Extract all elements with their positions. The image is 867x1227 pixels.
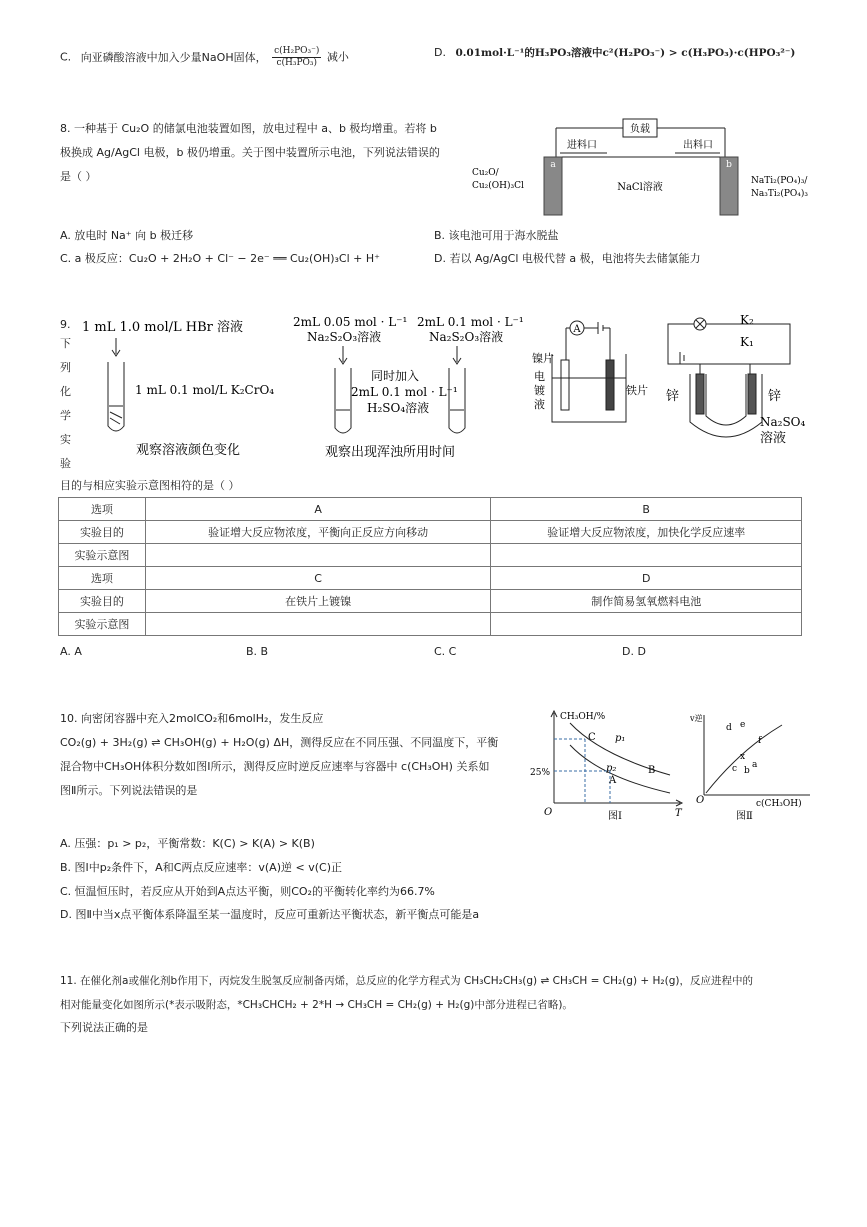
right-electrode-label-1: NaTi₂(PO₄)₃/: [751, 176, 808, 186]
right-electrode-label-2: Na₃Ti₂(PO₄)₃: [751, 189, 809, 199]
q8-option-a: A. 放电时 Na⁺ 向 b 极迁移: [60, 229, 194, 242]
q9-figure-3: [530, 318, 660, 433]
q7-option-d-text: 0.01mol·L⁻¹的H₃PO₃溶液中c²(H₂PO₃⁻) > c(H₃PO₃)·c(HPO₃²⁻): [455, 47, 796, 59]
k1-label: K₁: [740, 335, 754, 349]
q8-option-c: C. a 极反应：Cu₂O + 2H₂O + Cl⁻ − 2e⁻ ══ Cu₂(OH)₃Cl + H⁺: [60, 252, 380, 265]
origin-label: O: [544, 807, 553, 818]
fig3-right-label: 铁片: [626, 384, 648, 397]
fig4-right-label: 锌: [768, 389, 782, 404]
table-cell: 验证增大反应物浓度，加快化学反应速率: [491, 521, 802, 544]
table-row: [59, 613, 802, 636]
q9-options-table: [58, 497, 802, 636]
fig2-right-top-1: 2mL 0.1 mol · L⁻¹: [417, 315, 524, 329]
fig-2-ylabel: v逆: [690, 714, 703, 723]
left-electrode-label-1: Cu₂O/: [472, 168, 499, 178]
point-a-label: A: [609, 775, 617, 786]
table-cell: 选项: [59, 498, 146, 521]
origin-label: O: [696, 795, 705, 806]
ammeter-label: A: [573, 324, 581, 335]
q7-option-d-label: D.: [434, 46, 446, 59]
fig-1-ylabel: CH₃OH/%: [560, 712, 606, 722]
fig-2-xlabel: c(CH₃OH): [756, 799, 802, 809]
outlet-label: 出料口: [683, 140, 713, 151]
table-cell: 实验目的: [59, 590, 146, 613]
fig2-mid-3: H₂SO₄溶液: [367, 401, 430, 415]
circuit-outline: [668, 324, 790, 364]
point-d: d: [726, 723, 732, 733]
q8-stem-line2: 极换成 Ag/AgCl 电极，b 极仍增重。关于图中装置所示电池，下列说法错误的: [60, 146, 440, 159]
fig3-label-1: 镍片: [532, 352, 554, 365]
k2-label: K₂: [740, 313, 754, 327]
q9-number: 9.: [60, 318, 71, 331]
fig2-caption: 观察出现浑浊所用时间: [325, 445, 456, 460]
point-b: b: [744, 766, 750, 776]
p2-label: p₂: [606, 763, 617, 774]
q10-stem-line2: CO₂(g) + 3H₂(g) ⇌ CH₃OH(g) + H₂O(g) ΔH，测得反应在不同压强、不同温度下，平衡: [60, 736, 499, 749]
left-electrode-label-2: Cu₂(OH)₃Cl: [472, 181, 524, 191]
table-cell: [145, 544, 491, 567]
fig4-left-label: 锌: [666, 389, 680, 404]
q10-option-b: B. 图Ⅰ中p₂条件下，A和C两点反应速率：v(A)逆 < v(C)正: [60, 861, 342, 874]
table-cell: 实验目的: [59, 521, 146, 544]
zinc-right: [748, 374, 756, 414]
q9-figure-2: [285, 312, 525, 464]
table-cell: 验证增大反应物浓度，平衡向正反应方向移动: [145, 521, 491, 544]
fig-2-caption: 图Ⅱ: [736, 811, 753, 822]
fig-1-caption: 图Ⅰ: [608, 811, 622, 822]
q8-option-d: D. 若以 Ag/AgCl 电极代替 a 极，电池将失去储氯能力: [434, 252, 701, 265]
fig1-side-label: 1 mL 0.1 mol/L K₂CrO₄: [135, 383, 275, 397]
fig2-mid-2: 2mL 0.1 mol · L⁻¹: [351, 385, 458, 399]
q8-stem-line1: 8. 一种基于 Cu₂O 的储氯电池装置如图，放电过程中 a、b 极均增重。若将 b: [60, 122, 437, 135]
fig3-label-4: 液: [534, 398, 545, 411]
fraction-numerator: c(H₂PO₃⁻): [274, 46, 320, 56]
point-e: e: [740, 720, 746, 730]
q10-stem-line1: 10. 向密闭容器中充入2molCO₂和6molH₂，发生反应: [60, 712, 324, 725]
q9-vertical-char: 下: [60, 337, 71, 350]
q7-option-c-suffix: 减小: [326, 50, 349, 64]
table-cell: 在铁片上镀镍: [145, 590, 491, 613]
fig2-mid-1: 同时加入: [371, 369, 420, 383]
fig2-left-top-2: Na₂S₂O₃溶液: [307, 330, 382, 344]
q9-vertical-char: 列: [60, 361, 71, 374]
table-row: [59, 498, 802, 521]
q7-option-c-label: C.: [60, 50, 72, 64]
right-test-tube: [449, 368, 465, 433]
q9-stem-end: 目的与相应实验示意图相符的是（ ）: [60, 479, 240, 492]
load-label: 负载: [630, 124, 650, 135]
q8-battery-figure: [470, 115, 815, 220]
table-cell: A: [145, 498, 491, 521]
zinc-left: [696, 374, 704, 414]
iron-plate: [606, 360, 614, 410]
q9-vertical-char: 学: [60, 409, 71, 422]
q10-stem-line3: 混合物中CH₃OH体积分数如图Ⅰ所示，测得反应时逆反应速率与容器中 c(CH₃OH) 关系如: [60, 760, 490, 773]
point-b-label: B: [648, 765, 656, 776]
table-row: [59, 544, 802, 567]
q10-option-d: D. 图Ⅱ中当x点平衡体系降温至某一温度时，反应可重新达平衡状态，新平衡点可能是a: [60, 908, 480, 921]
fig2-left-top-1: 2mL 0.05 mol · L⁻¹: [293, 315, 408, 329]
q9-vertical-char: 验: [60, 457, 71, 470]
q10-figure-1: [530, 705, 695, 823]
table-cell: [491, 613, 802, 636]
q10-figure-2: [690, 705, 820, 823]
q9-vertical-stem: [60, 332, 71, 476]
q9-vertical-char: 实: [60, 433, 71, 446]
q11-stem-line1: 11. 在催化剂a或催化剂b作用下，丙烷发生脱氢反应制备丙烯，总反应的化学方程式为 CH₃CH₂CH₃(g) ⇌ CH₃CH = CH₂(g) + H₂(g)，反应进程中的: [60, 975, 753, 987]
electrode-a-label: a: [550, 160, 556, 170]
fig3-label-3: 镀: [534, 384, 545, 397]
table-cell: C: [145, 567, 491, 590]
q8-option-b: B. 该电池可用于海水脱盐: [434, 229, 559, 242]
q9-option-c: C. C: [434, 645, 457, 658]
test-tube: [108, 362, 124, 431]
q7-option-c-fraction: [272, 46, 321, 69]
q11-stem-line3: 下列说法正确的是: [60, 1021, 148, 1034]
table-row: [59, 590, 802, 613]
table-cell: [145, 613, 491, 636]
q9-option-a: A. A: [60, 645, 82, 658]
point-x: x: [740, 752, 746, 762]
q10-option-a: A. 压强：p₁ > p₂，平衡常数：K(C) > K(A) > K(B): [60, 837, 315, 850]
nickel-plate: [561, 360, 569, 410]
fig3-label-2: 电: [534, 370, 545, 383]
q10-stem-line4: 图Ⅱ所示。下列说法错误的是: [60, 784, 198, 797]
q11-stem-line2: 相对能量变化如图所示(*表示吸附态，*CH₃CHCH₂ + 2*H → CH₃CH = CH₂(g) + H₂(g)中部分进程已省略)。: [60, 999, 573, 1011]
table-cell: 实验示意图: [59, 613, 146, 636]
table-cell: 实验示意图: [59, 544, 146, 567]
q9-vertical-char: 化: [60, 385, 71, 398]
electrode-b-label: b: [726, 160, 732, 170]
q9-option-d: D. D: [622, 645, 646, 658]
q7-option-c-text: 向亚磷酸溶液中加入少量NaOH固体，: [80, 50, 267, 64]
point-c-label: C: [588, 732, 596, 743]
point-f: f: [758, 736, 762, 746]
q9-option-b: B. B: [246, 645, 269, 658]
y-25-label: 25%: [530, 768, 551, 778]
table-cell: 制作简易氢氧燃料电池: [491, 590, 802, 613]
u-tube-inner: [706, 374, 746, 425]
fig4-solution-1: Na₂SO₄: [760, 415, 806, 429]
point-c: c: [732, 764, 738, 774]
table-cell: D: [491, 567, 802, 590]
table-row: [59, 567, 802, 590]
q9-figure-1: [80, 314, 280, 464]
q7-option-c: [60, 46, 349, 69]
fig1-top-label: 1 mL 1.0 mol/L HBr 溶液: [82, 320, 243, 335]
point-a: a: [752, 760, 758, 770]
x-axis-t-label: T: [675, 808, 682, 819]
fraction-denominator: c(H₃PO₃): [276, 58, 318, 68]
q8-stem-line3: 是（ ）: [60, 170, 97, 183]
table-cell: B: [491, 498, 802, 521]
q9-figure-4: [660, 312, 820, 452]
q10-option-c: C. 恒温恒压时，若反应从开始到A点达平衡，则CO₂的平衡转化率约为66.7%: [60, 885, 435, 898]
left-test-tube: [335, 368, 351, 433]
table-cell: [491, 544, 802, 567]
table-cell: 选项: [59, 567, 146, 590]
p1-label: p₁: [615, 733, 626, 744]
table-row: [59, 521, 802, 544]
q7-option-d: [434, 46, 795, 60]
fig4-solution-2: 溶液: [760, 431, 787, 446]
fig2-right-top-2: Na₂S₂O₃溶液: [429, 330, 504, 344]
fig1-caption: 观察溶液颜色变化: [136, 443, 241, 458]
inlet-label: 进料口: [567, 140, 597, 151]
nacl-solution-label: NaCl溶液: [617, 182, 663, 193]
